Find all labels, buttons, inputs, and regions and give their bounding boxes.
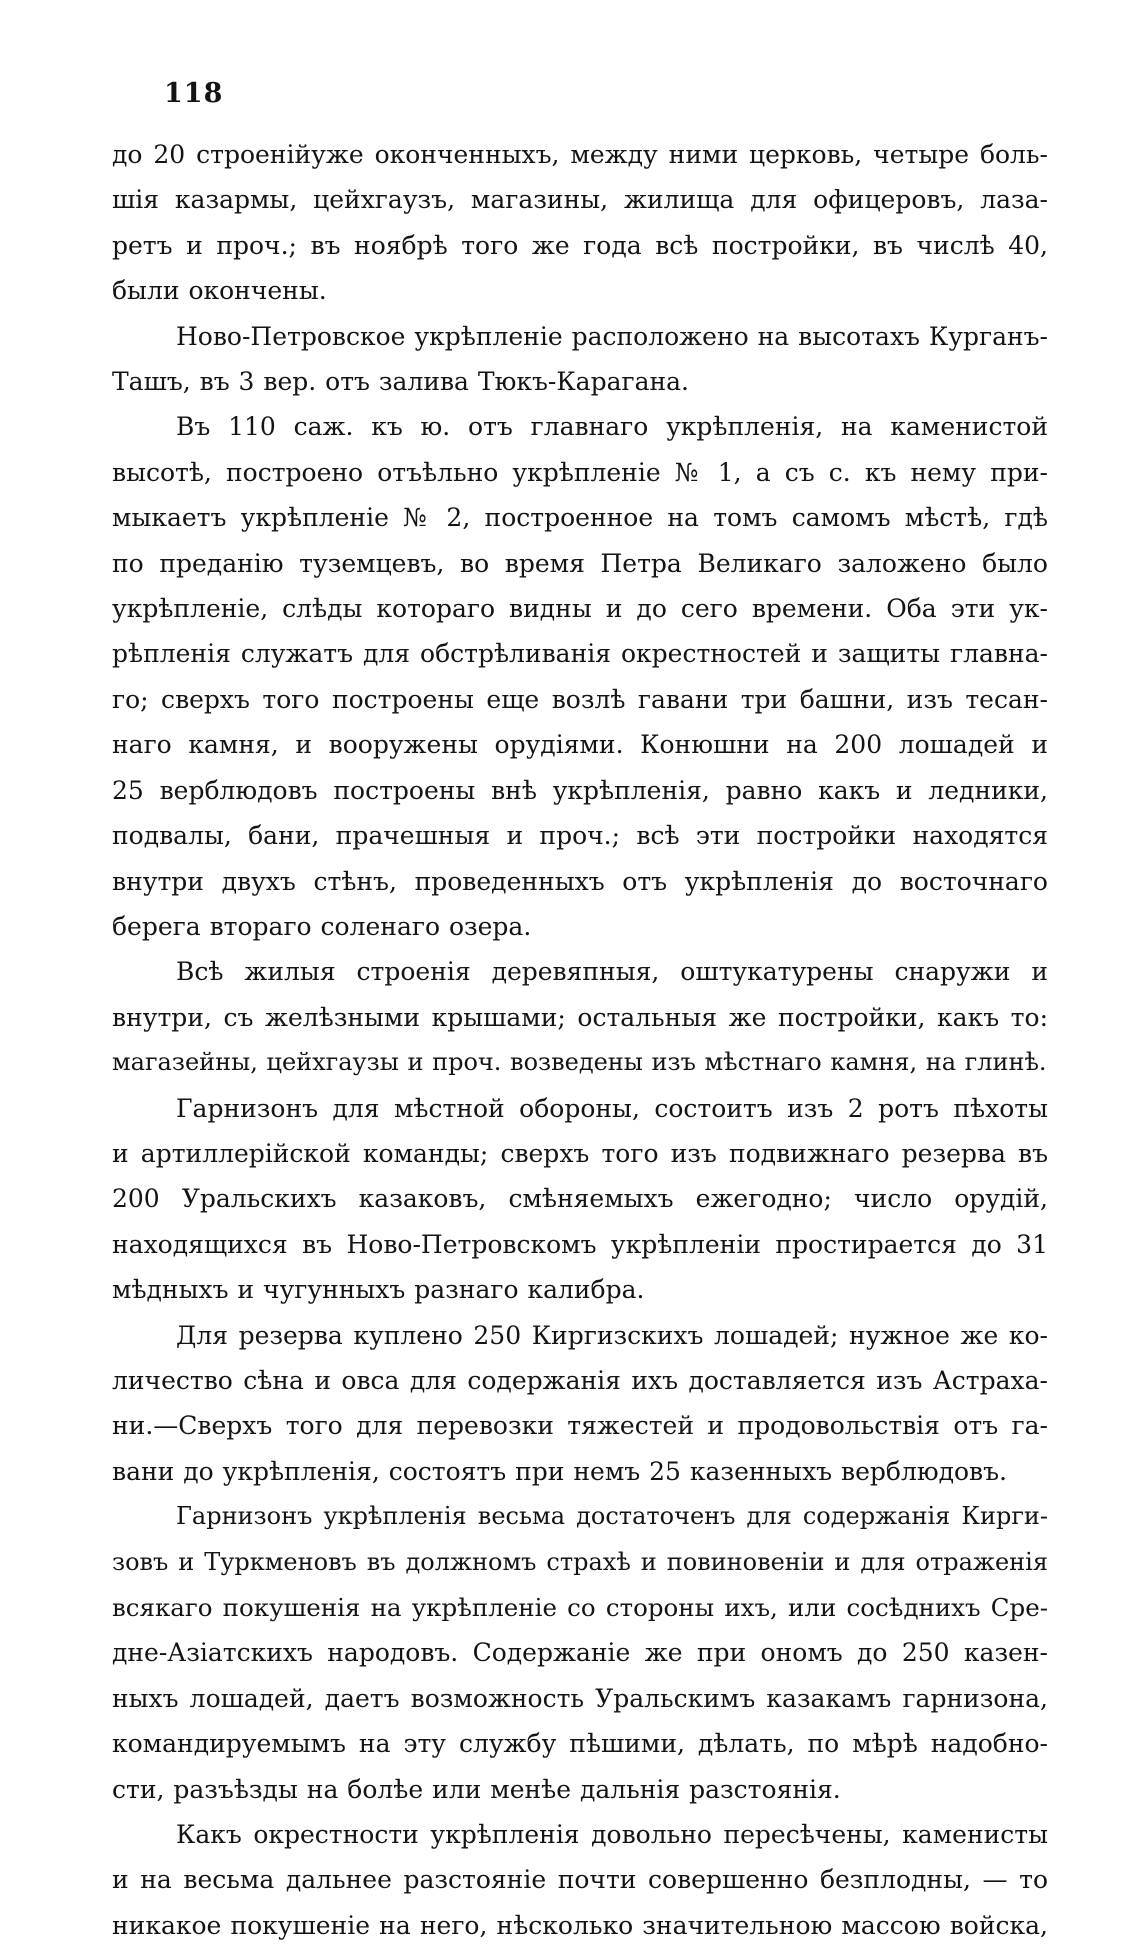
- text-line: внутри двухъ стѣнъ, проведенныхъ отъ укрѣпленія до восточнаго: [112, 866, 1048, 896]
- text-line: ни.—Сверхъ того для перевозки тяжестей и продовольствія отъ га-: [112, 1411, 1048, 1441]
- paragraph: [112, 1494, 1048, 1812]
- text-line: Ново-Петровское укрѣпленіе расположено на высотахъ Курганъ-: [176, 321, 1048, 351]
- text-line: рѣпленія служатъ для обстрѣливанія окрестностей и защиты главна-: [112, 639, 1048, 669]
- text-line: магазейны, цейхгаузы и проч. возведены изъ мѣстнаго камня, на глинѣ.: [112, 1048, 1047, 1077]
- text-line: 200 Уральскихъ казаковъ, смѣняемыхъ ежегодно; число орудій,: [112, 1184, 1048, 1214]
- text-line: Какъ окрестности укрѣпленія довольно пересѣчены, каменисты: [176, 1820, 1048, 1850]
- paragraph: [112, 1086, 1048, 1313]
- text-line: были окончены.: [112, 276, 327, 306]
- text-line: мѣдныхъ и чугунныхъ разнаго калибра.: [112, 1275, 645, 1305]
- text-line: Ташъ, въ 3 вер. отъ залива Тюкъ-Карагана.: [112, 367, 690, 397]
- text-line: Для резерва куплено 250 Киргизскихъ лошадей; нужное же ко-: [176, 1320, 1048, 1350]
- paragraph: [112, 404, 1048, 949]
- text-line: Въ 110 саж. къ ю. отъ главнаго укрѣпленія, на каменистой: [176, 412, 1048, 442]
- text-line: 25 верблюдовъ построены внѣ укрѣпленія, равно какъ и ледники,: [112, 775, 1048, 805]
- text-line: Гарнизонъ укрѣпленія весьма достаточенъ для содержанія Кирги-: [176, 1502, 1048, 1531]
- text-line: до 20 строенійуже оконченныхъ, между ними церковь, четыре боль-: [112, 140, 1048, 169]
- text-line: никакое покушеніе на него, нѣсколько значительною массою войска,: [112, 1910, 1048, 1940]
- text-line: командируемымъ на эту службу пѣшими, дѣлать, по мѣрѣ надобно-: [112, 1729, 1048, 1759]
- text-line: укрѣпленіе, слѣды котораго видны и до сего времени. Оба эти ук-: [112, 594, 1048, 624]
- text-line: дне-Азіатскихъ народовъ. Содержаніе же при ономъ до 250 казен-: [112, 1638, 1048, 1668]
- page-number: 118: [164, 78, 224, 109]
- text-line: шія казармы, цейхгаузъ, магазины, жилища для офицеровъ, лаза-: [112, 185, 1048, 215]
- text-line: наго камня, и вооружены орудіями. Конюшни на 200 лошадей и: [112, 730, 1048, 760]
- text-line: высотѣ, построено отъѣльно укрѣпленіе № 1, а съ с. къ нему при-: [112, 457, 1048, 487]
- text-line: го; сверхъ того построены еще возлѣ гавани три башни, изъ тесан-: [112, 684, 1048, 714]
- text-line: по преданію туземцевъ, во время Петра Великаго заложено было: [112, 548, 1048, 578]
- text-column: [112, 132, 1048, 1948]
- text-line: зовъ и Туркменовъ въ должномъ страхѣ и повиновеніи и для отраженія: [112, 1547, 1048, 1576]
- text-line: находящихся въ Ново-Петровскомъ укрѣпленіи простирается до 31: [112, 1229, 1048, 1259]
- text-line: берега втораго соленаго озера.: [112, 911, 532, 941]
- text-line: ныхъ лошадей, даетъ возможность Уральскимъ казакамъ гарнизона,: [112, 1683, 1048, 1713]
- paragraph: [112, 132, 1048, 314]
- paragraph: [112, 1313, 1048, 1495]
- text-line: ретъ и проч.; въ ноябрѣ того же года всѣ постройки, въ числѣ 40,: [112, 230, 1048, 260]
- paragraph: [112, 314, 1048, 405]
- text-line: Всѣ жилыя строенія деревяпныя, оштукатурены снаружи и: [176, 957, 1048, 987]
- text-line: и на весьма дальнее разстояніе почти совершенно безплодны, — то: [112, 1865, 1048, 1895]
- text-line: Гарнизонъ для мѣстной обороны, состоитъ изъ 2 ротъ пѣхоты: [176, 1093, 1048, 1123]
- text-line: внутри, съ желѣзными крышами; остальныя же постройки, какъ то:: [112, 1002, 1048, 1032]
- text-line: мыкаетъ укрѣпленіе № 2, построенное на томъ самомъ мѣстѣ, гдѣ: [112, 503, 1048, 533]
- text-line: вани до укрѣпленія, состоятъ при немъ 25 казенныхъ верблюдовъ.: [112, 1456, 1007, 1486]
- text-line: всякаго покушенія на укрѣпленіе со стороны ихъ, или сосѣднихъ Сре-: [112, 1593, 1048, 1622]
- text-line: сти, разъѣзды на болѣе или менѣе дальнія разстоянія.: [112, 1774, 841, 1804]
- paragraph: [112, 949, 1048, 1085]
- text-line: личество сѣна и овса для содержанія ихъ доставляется изъ Астраха-: [112, 1365, 1048, 1395]
- paragraph: [112, 1812, 1048, 1948]
- text-line: и артиллерійской команды; сверхъ того изъ подвижнаго резерва въ: [112, 1138, 1048, 1168]
- text-line: подвалы, бани, прачешныя и проч.; всѣ эти постройки находятся: [112, 821, 1048, 851]
